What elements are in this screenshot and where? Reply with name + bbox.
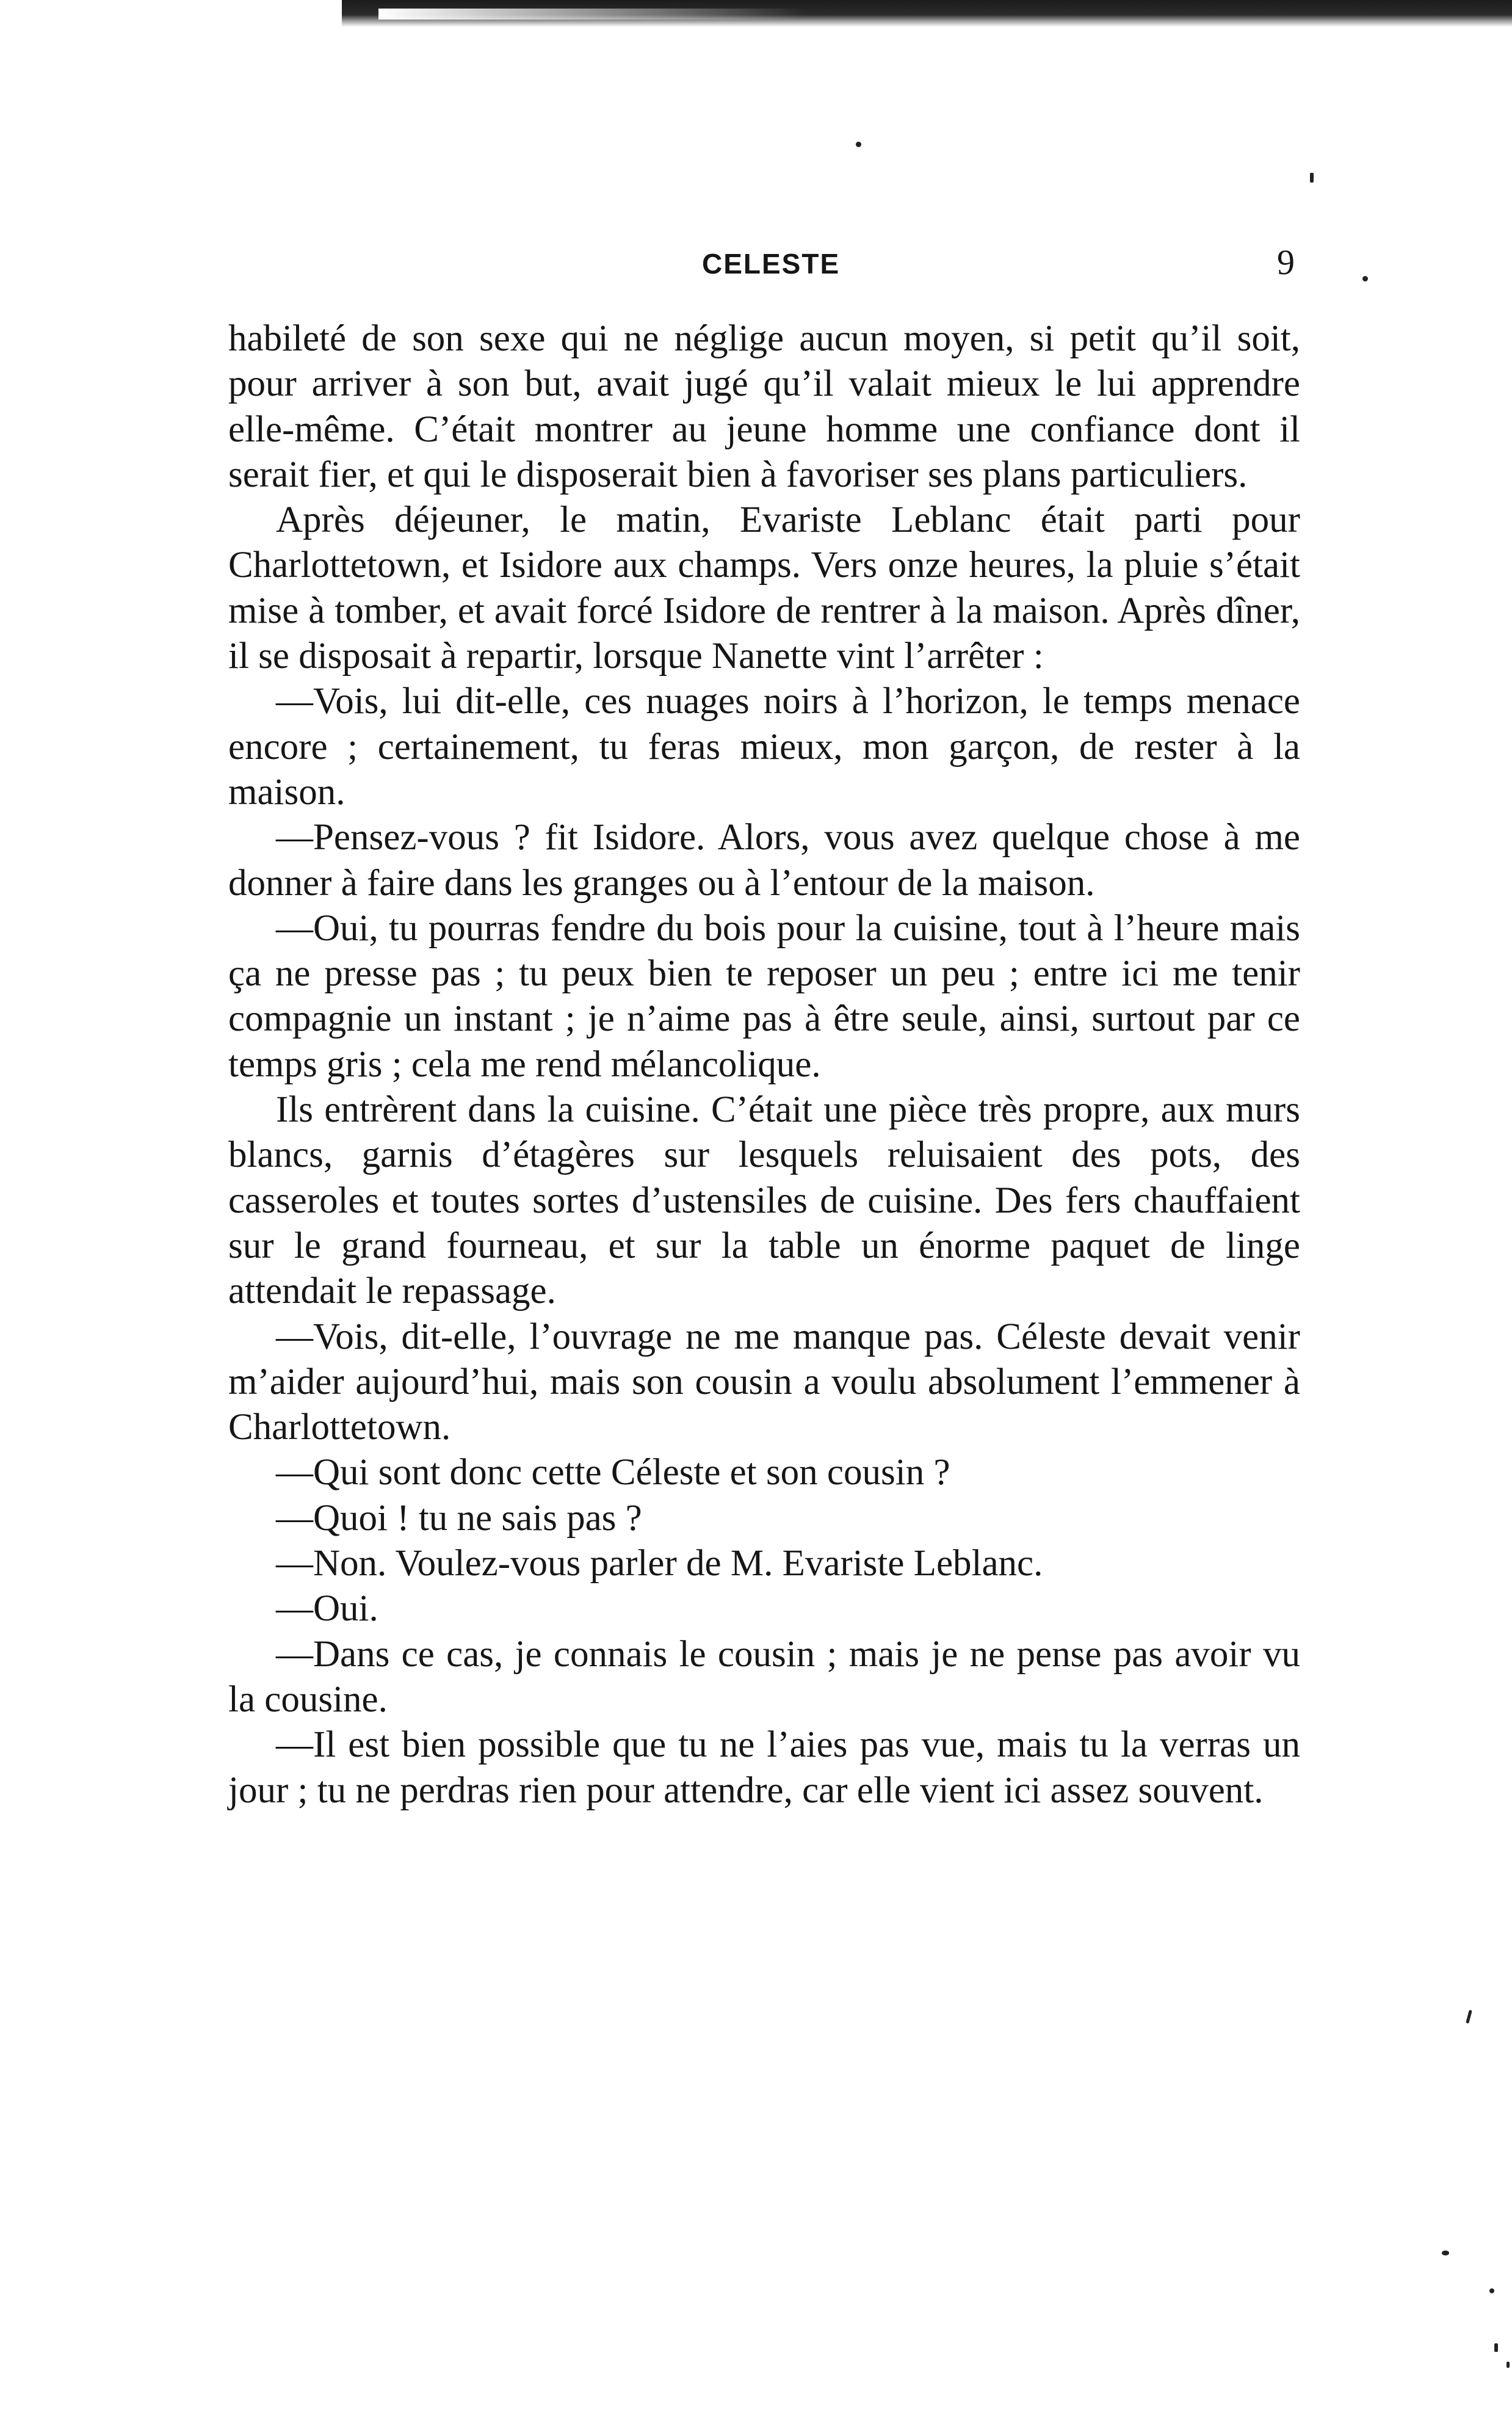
scan-edge-fade	[378, 9, 806, 20]
body-text	[228, 316, 1300, 1813]
dialogue-paragraph: —Vois, lui dit-elle, ces nuages noirs à l’horizon, le temps menace encore ; certainement, tu feras mieux, mon garçon, de rester à la maison.	[228, 681, 1300, 813]
page-number: 9	[1277, 242, 1295, 282]
dialogue-paragraph: —Oui, tu pourras fendre du bois pour la cuisine, tout à l’heure mais ça ne presse pas ; tu peux bien te reposer un peu ; entre ici me tenir compagnie un instant ; je n’aime pas à être seule, ainsi, surtout par ce temps gris ; cela me rend mélancolique.	[228, 907, 1300, 1085]
dialogue-paragraph: —Il est bien possible que tu ne l’aies pas vue, mais tu la verras un jour ; tu ne perdras rien pour attendre, car elle vient ici assez souvent.	[228, 1724, 1300, 1811]
dialogue-paragraph: —Non. Voulez-vous parler de M. Evariste Leblanc.	[276, 1543, 1043, 1584]
paragraph: Ils entrèrent dans la cuisine. C’était une pièce très propre, aux murs blancs, garnis d’étagères sur lesquels reluisaient des pots, des casseroles et toutes sortes d’ustensiles de cuisine. Des fers chauffaient sur le grand fourneau, et sur la table un énorme paquet de linge attendait le repassage.	[228, 1089, 1300, 1312]
running-title: CELESTE	[702, 248, 841, 280]
dialogue-paragraph: —Qui sont donc cette Céleste et son cousin ?	[276, 1452, 950, 1493]
paragraph: Après déjeuner, le matin, Evariste Leblanc était parti pour Charlottetown, et Isidore aux champs. Vers onze heures, la pluie s’était mise à tomber, et avait forcé Isidore de rentrer à la maison. Après dîner, il se disposait à repartir, lorsque Nanette vint l’arrêter :	[228, 499, 1300, 677]
dialogue-paragraph: —Vois, dit-elle, l’ouvrage ne me manque pas. Céleste devait venir m’aider aujourd’hui, mais son cousin a voulu absolument l’emmener à Charlottetown.	[228, 1316, 1300, 1448]
dialogue-paragraph: —Oui.	[276, 1588, 378, 1630]
scan-speck	[1466, 2010, 1472, 2024]
scan-speck	[1507, 2362, 1510, 2368]
dialogue-paragraph: —Pensez-vous ? fit Isidore. Alors, vous avez quelque chose à me donner à faire dans les granges ou à l’entour de la maison.	[228, 817, 1300, 904]
scan-speck	[1310, 173, 1314, 183]
scan-speck	[1494, 2343, 1498, 2352]
scan-speck	[1362, 276, 1368, 281]
scan-speck	[856, 142, 861, 147]
scan-speck	[1442, 2251, 1449, 2255]
dialogue-paragraph: —Dans ce cas, je connais le cousin ; mais je ne pense pas avoir vu la cousine.	[228, 1633, 1300, 1720]
dialogue-paragraph: —Quoi ! tu ne sais pas ?	[276, 1497, 642, 1539]
scan-speck	[1489, 2288, 1494, 2293]
paragraph: habileté de son sexe qui ne néglige aucun moyen, si petit qu’il soit, pour arriver à son but, avait jugé qu’il valait mieux le lui apprendre elle-même. C’était montrer au jeune homme une confiance dont il serait fier, et qui le disposerait bien à favoriser ses plans particuliers.	[228, 318, 1300, 495]
